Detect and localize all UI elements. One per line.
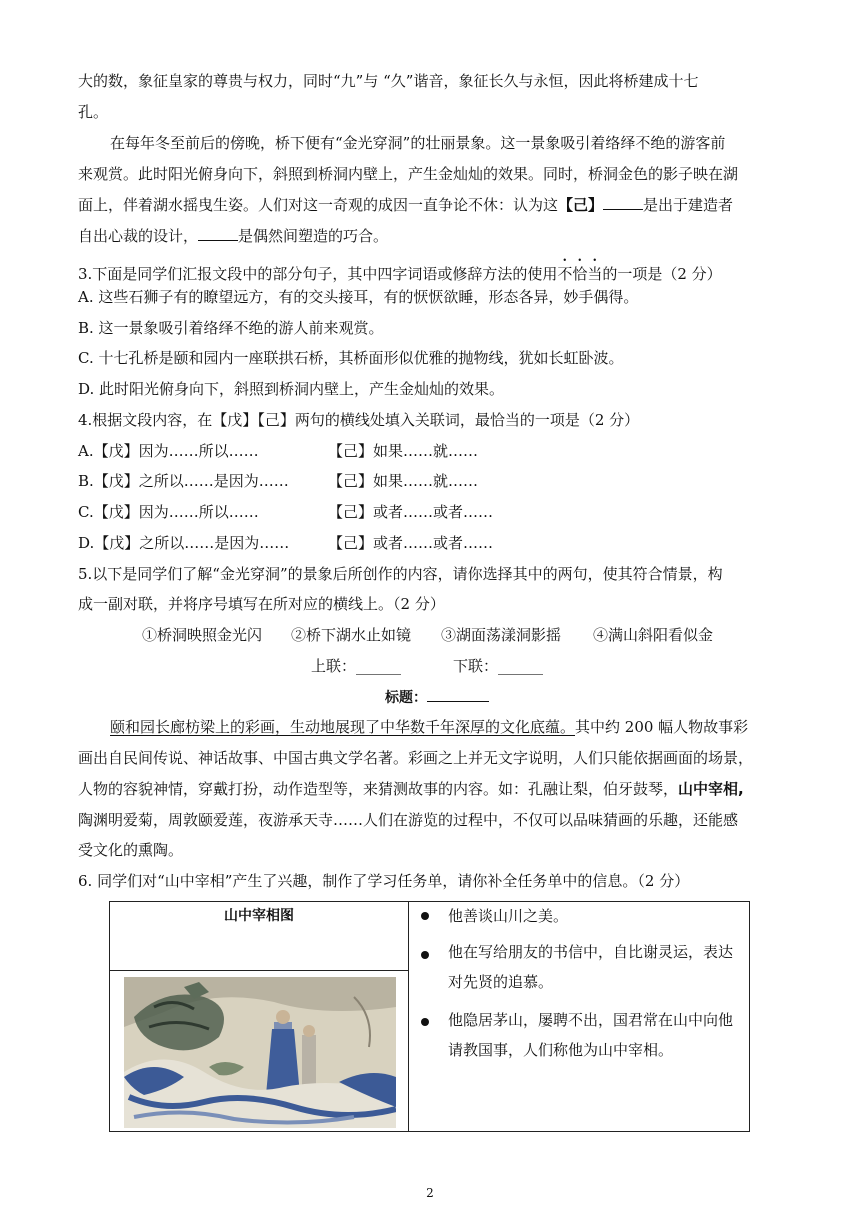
text-line: 来观赏。此时阳光俯身向下，斜照到桥洞内壁上，产生金灿灿的效果。同时，桥洞金色的影子映在湖 — [78, 165, 739, 183]
title-label: 标题： — [385, 690, 427, 706]
lower-couplet-field[interactable] — [453, 656, 543, 676]
question-3-option-a[interactable]: A. 这些石狮子有的瞭望远方，有的交头接耳，有的恹恹欲睡，形态各异，妙手偶得。 — [78, 288, 639, 306]
question-4-option-b-right: 【己】如果……就…… — [328, 472, 479, 490]
fill-blank[interactable] — [198, 225, 238, 241]
text-segment: 是出于建造者 — [643, 196, 734, 214]
text-line: 孔。 — [78, 103, 109, 121]
text-segment: 3.下面是同学们汇报文段中的部分句子，其中四字词语或修辞方法的使用 — [78, 265, 558, 283]
upper-couplet-blank[interactable]: ______ — [356, 657, 402, 675]
question-3-stem — [78, 256, 722, 284]
table-left-column — [110, 902, 409, 1131]
text-segment: 面上，伴着湖水摇曳生姿。人们对这一奇观的成因一直争论不休：认为这 — [78, 196, 559, 214]
couplet-choice-4: ④满山斜阳看似金 — [593, 626, 714, 644]
text-segment: 其中约 200 幅人物故事彩 — [575, 718, 749, 736]
text-line: 大的数，象征皇家的尊贵与权力，同时“九”与 “久”谐音，象征长久与永恒，因此将桥建成十七 — [78, 72, 699, 90]
question-4-option-a[interactable]: A.【戊】因为……所以…… — [78, 442, 259, 460]
passage-line — [110, 717, 748, 737]
text-segment: 的一项是（2 分） — [602, 265, 722, 283]
text-line: 在每年冬至前后的傍晚，桥下便有“金光穿洞”的壮丽景象。这一景象吸引着络绎不绝的游客前 — [110, 134, 726, 152]
couplet-choice-3: ③湖面荡漾洞影摇 — [441, 626, 562, 644]
question-4-option-d-right: 【己】或者……或者…… — [328, 534, 494, 552]
lower-couplet-label: 下联： — [453, 657, 499, 675]
bullet-icon — [421, 1018, 429, 1026]
question-6-stem: 6. 同学们对“山中宰相”产生了兴趣，制作了学习任务单，请你补全任务单中的信息。（2 分） — [78, 872, 690, 890]
title-blank[interactable] — [427, 686, 489, 702]
question-4-stem: 4.根据文段内容，在【戊】【己】两句的横线处填入关联词，最恰当的一项是（2 分） — [78, 411, 640, 429]
question-5-stem: 成一副对联，并将序号填写在所对应的横线上。（2 分） — [78, 595, 445, 613]
passage-line — [78, 779, 744, 799]
table-title: 山中宰相图 — [110, 902, 408, 971]
upper-couplet-label: 上联： — [311, 657, 357, 675]
question-3-option-b[interactable]: B. 这一景象吸引着络绎不绝的游人前来观赏。 — [78, 319, 384, 337]
passage-line: 受文化的熏陶。 — [78, 841, 184, 859]
text-line — [78, 225, 388, 246]
couplet-choice-1: ①桥洞映照金光闪 — [142, 626, 263, 644]
question-5-stem: 5.以下是同学们了解“金光穿洞”的景象后所创作的内容，请你选择其中的两句，使其符合情景，构 — [78, 565, 723, 583]
info-item-1: 他善谈山川之美。 — [448, 907, 569, 925]
lower-couplet-blank[interactable]: ______ — [498, 657, 544, 675]
underlined-sentence: 颐和园长廊枋梁上的彩画，生动地展现了中华数千年深厚的文化底蕴。 — [110, 718, 576, 736]
page-number: 2 — [426, 1186, 434, 1200]
task-table — [109, 901, 750, 1132]
question-4-option-c-right: 【己】或者……或者…… — [328, 503, 494, 521]
question-3-option-c[interactable]: C. 十七孔桥是颐和园内一座联拱石桥，其桥面形似优雅的抛物线，犹如长虹卧波。 — [78, 349, 624, 367]
question-3-option-d[interactable]: D. 此时阳光俯身向下，斜照到桥洞内壁上，产生金灿灿的效果。 — [78, 380, 505, 398]
highlighted-term: 山中宰相, — [678, 780, 744, 798]
passage-line: 画出自民间传说、神话故事、中国古典文学名著。彩画之上并无文字说明，人们只能依据画面的场景， — [78, 749, 754, 767]
emphasis-text: 不恰当 — [557, 265, 603, 283]
text-segment: 是偶然间塑造的巧合。 — [238, 227, 389, 245]
bullet-icon — [421, 912, 429, 920]
question-4-option-b[interactable]: B.【戊】之所以……是因为…… — [78, 472, 289, 490]
question-4-option-a-right: 【己】如果……就…… — [328, 442, 479, 460]
title-field[interactable] — [385, 686, 489, 708]
question-4-option-d[interactable]: D.【戊】之所以……是因为…… — [78, 534, 290, 552]
marker-ji: 【己】 — [558, 196, 604, 214]
text-line — [78, 194, 733, 215]
text-segment: 自出心裁的设计， — [78, 227, 199, 245]
passage-line: 陶渊明爱菊，周敦颐爱莲，夜游承天寺……人们在游览的过程中，不仅可以品味猜画的乐趣，还能感 — [78, 811, 739, 829]
question-4-option-c[interactable]: C.【戊】因为……所以…… — [78, 503, 259, 521]
bullet-icon — [421, 951, 429, 959]
painting-image — [124, 977, 396, 1128]
upper-couplet-field[interactable] — [311, 656, 401, 676]
info-item-2: 他在写给朋友的书信中，自比谢灵运，表达对先贤的追慕。 — [448, 943, 734, 991]
fill-blank[interactable] — [603, 194, 643, 210]
text-segment: 人物的容貌神情，穿戴打扮，动作造型等，来猜测故事的内容。如：孔融让梨，伯牙鼓琴， — [78, 780, 679, 798]
couplet-choice-2: ②桥下湖水止如镜 — [291, 626, 412, 644]
info-item-3: 他隐居茅山，屡聘不出，国君常在山中向他请教国事，人们称他为山中宰相。 — [448, 1011, 734, 1059]
